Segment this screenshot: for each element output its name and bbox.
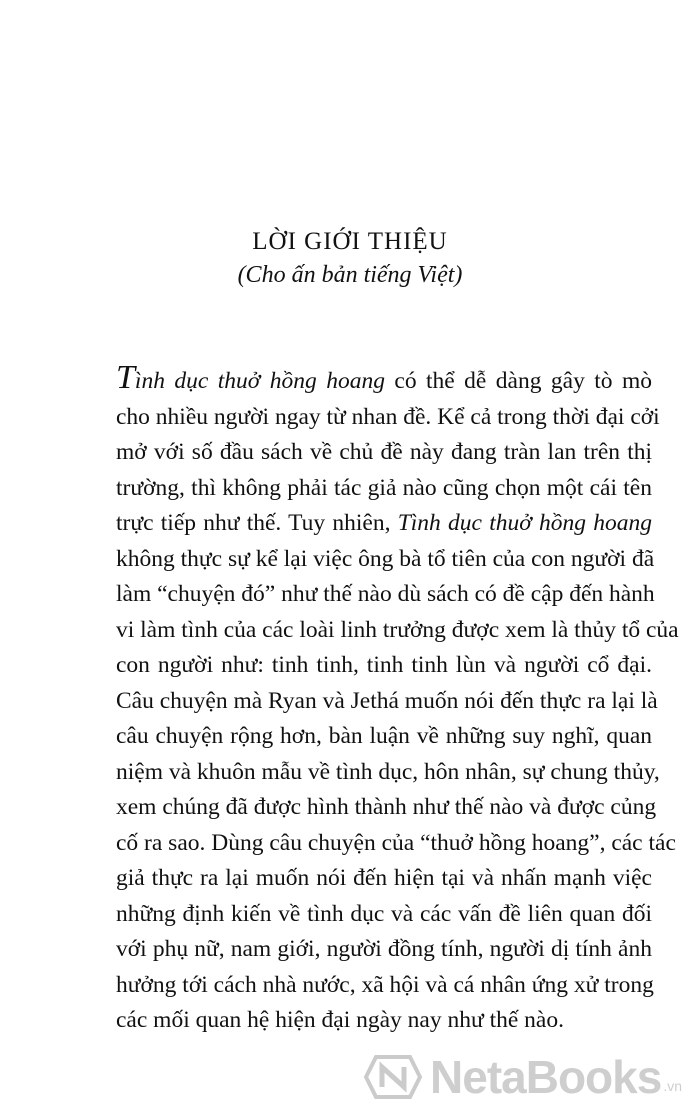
text-line: xem chúng đã được hình thành như thế nào và được củng bbox=[116, 794, 657, 820]
text-line: không thực sự kể lại việc ông bà tổ tiên của con người đã bbox=[116, 545, 655, 572]
drop-cap: T bbox=[116, 359, 135, 396]
book-title-italic: Tình dục thuở hồng hoang bbox=[397, 510, 652, 536]
text-line: con người như: tinh tinh, tinh tinh lùn và người cổ đại. bbox=[116, 652, 652, 678]
text-run: trực tiếp như thế. Tuy nhiên, bbox=[116, 510, 398, 536]
text-line: với phụ nữ, nam giới, người đồng tính, người dị tính ảnh bbox=[116, 936, 652, 962]
text-line: cho nhiều người ngay từ nhan đề. Kể cả trong thời đại cởi bbox=[116, 403, 660, 430]
text-line: các mối quan hệ hiện đại ngày nay như thế nào. bbox=[116, 1007, 564, 1033]
book-title-italic: ình dục thuở hồng hoang bbox=[134, 368, 385, 394]
page-subtitle: (Cho ấn bản tiếng Việt) bbox=[237, 262, 463, 288]
watermark-brand: NetaBooks bbox=[430, 1051, 662, 1103]
text-line: niệm và khuôn mẫu về tình dục, hôn nhân, sự chung thủy, bbox=[116, 758, 660, 785]
watermark-domain: .vn bbox=[663, 1078, 682, 1094]
text-line: hưởng tới cách nhà nước, xã hội và cá nhân ứng xử trong bbox=[116, 971, 654, 998]
text-line: những định kiến về tình dục và các vấn đề liên quan đối bbox=[116, 900, 652, 927]
page-title: LỜI GIỚI THIỆU bbox=[252, 228, 448, 255]
text-line: vi làm tình của các loài linh trưởng được xem là thủy tổ của bbox=[116, 616, 679, 643]
text-line: giả thực ra lại muốn nói đến hiện tại và nhấn mạnh việc bbox=[116, 865, 652, 891]
text-line: mở với số đầu sách về chủ đề này đang tràn lan trên thị bbox=[116, 439, 652, 465]
text-run: có thể dễ dàng gây tò mò bbox=[384, 368, 652, 394]
text-line: làm “chuyện đó” như thế nào dù sách có đề cập đến hành bbox=[116, 581, 655, 607]
text-line bbox=[116, 359, 652, 400]
text-line: trường, thì không phải tác giả nào cũng chọn một cái tên bbox=[116, 474, 652, 501]
text-line: Câu chuyện mà Ryan và Jethá muốn nói đến thực ra lại là bbox=[116, 687, 658, 714]
netabooks-logo-icon bbox=[362, 1053, 424, 1101]
text-line: câu chuyện rộng hơn, bàn luận về những suy nghĩ, quan bbox=[116, 723, 652, 749]
watermark bbox=[362, 1050, 682, 1104]
text-line: cố ra sao. Dùng câu chuyện của “thuở hồng hoang”, các tác bbox=[116, 829, 676, 856]
body-paragraph bbox=[116, 359, 679, 1039]
text-line bbox=[116, 506, 652, 542]
